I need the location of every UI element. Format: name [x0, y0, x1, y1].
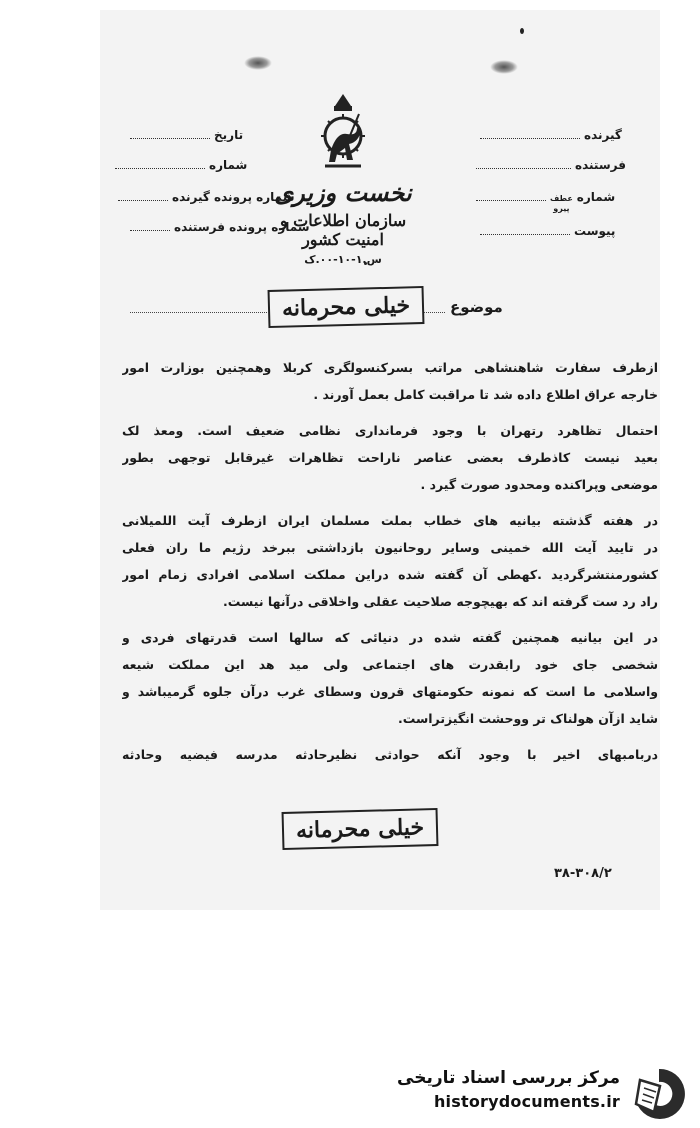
body-line: خارجه عراق اطلاع داده شد تا مراقبت کامل بعمل آورند . — [313, 387, 658, 402]
letter-body — [122, 354, 658, 768]
attachment-label: پیوست — [574, 224, 616, 238]
number-field-right — [476, 190, 615, 214]
classification-stamp-top: خیلی محرمانه — [268, 286, 425, 328]
number-line-left — [115, 167, 205, 169]
attachment-field — [480, 224, 615, 238]
recipient-field — [480, 128, 622, 142]
body-line: موضعی وپراکنده ومحدود صورت گیرد . — [420, 477, 658, 492]
body-line: در تایید آیت الله خمینی وسایر روحانیون بازداشتی ببرخد رژیم ما ران فعلی — [122, 540, 658, 555]
reference-sublabel: عطف — [550, 194, 573, 203]
watermark-name: مرکز بررسی اسناد تاریخی — [397, 1068, 620, 1088]
recipient-label: گیرنده — [584, 128, 622, 142]
sender-file-label: شماره پرونده فرستنده — [174, 220, 310, 234]
body-line: بعید نیست کاذطرف بعضی عناصر ناراحت تظاهرات غیرقابل توجهی بطور — [122, 450, 658, 465]
sender-field — [476, 158, 626, 172]
letterhead — [258, 92, 428, 266]
watermark — [397, 1068, 620, 1111]
body-line: احتمال تظاهرد رتهران با وجود فرمانداری نظامی ضعیف است. ومعذ لک — [122, 423, 658, 438]
punch-hole-right — [490, 60, 518, 74]
body-line: ازطرف سفارت شاهنشاهی مراتب بسرکنسولگری کربلا وهمچنین بوزارت امور — [122, 360, 658, 375]
number-subfields — [550, 194, 573, 214]
sender-line — [476, 167, 571, 169]
subject-label: موضوع — [450, 298, 503, 316]
recipient-line — [480, 137, 580, 139]
ink-speck — [520, 28, 524, 34]
body-line: شخصی جای خود رابقدرت های اجتماعی ولی مید هد این مملکت شیعه — [122, 657, 658, 672]
date-field — [130, 128, 243, 142]
body-line: راد رد ست گرفته اند که بهیچوجه صلاحیت عقلی واخلاقی درآنها نیست. — [223, 594, 658, 609]
followup-sublabel: پیرو — [553, 204, 570, 213]
attachment-line — [480, 233, 570, 235]
body-line: شاید ازآن هولناک تر ووحشت انگیزتراست. — [397, 711, 658, 726]
sender-label: فرستنده — [575, 158, 626, 172]
org-name-primary: نخست وزیری — [274, 178, 412, 207]
recipient-file-label: شماره پرونده گیرنده — [172, 190, 295, 204]
history-documents-logo-icon — [630, 1066, 688, 1120]
number-field-left — [115, 158, 247, 172]
number-label-right: شماره — [576, 190, 616, 204]
org-name-secondary: سازمان اطلاعات و امنیت کشور — [279, 211, 407, 249]
body-line: در این بیانیه همچنین گفته شده در دنیائی که سالها است قدرتهای فردی و — [122, 630, 658, 645]
reference-code: س.۱-۱۰-۰۰.ک — [304, 253, 382, 266]
body-line: واسلامی ما است که نمونه حکومتهای قرون وسطای غرب درآن جلوه گرمیباشد و — [122, 684, 658, 699]
date-line — [130, 137, 210, 139]
body-line: دربامبهای اخیر با وجود آنکه حوادثی نظیرحادثه مدرسه فیضیه وحادثه — [122, 747, 658, 762]
watermark-url: historydocuments.ir — [433, 1092, 620, 1111]
punch-hole-left — [244, 56, 272, 70]
sender-file-line — [130, 229, 170, 231]
date-label: تاریخ — [214, 128, 244, 142]
lion-and-sun-emblem-icon — [313, 92, 373, 176]
number-line-right — [476, 199, 546, 201]
classification-stamp-bottom: خیلی محرمانه — [282, 808, 439, 850]
document-archive-code: ۳۸-۳۰۸/۲ — [554, 866, 612, 881]
recipient-file-line — [118, 199, 168, 201]
body-line: در هفته گذشته بیانیه های خطاب بملت مسلمان ایران ازطرف آیت اللمیلانی — [122, 513, 658, 528]
number-label-left: شماره — [209, 158, 248, 172]
body-line: کشورمنتشرگردید .کهطی آن گفته شده دراین مملکت اسلامی افرادی زمام امور — [122, 567, 658, 582]
